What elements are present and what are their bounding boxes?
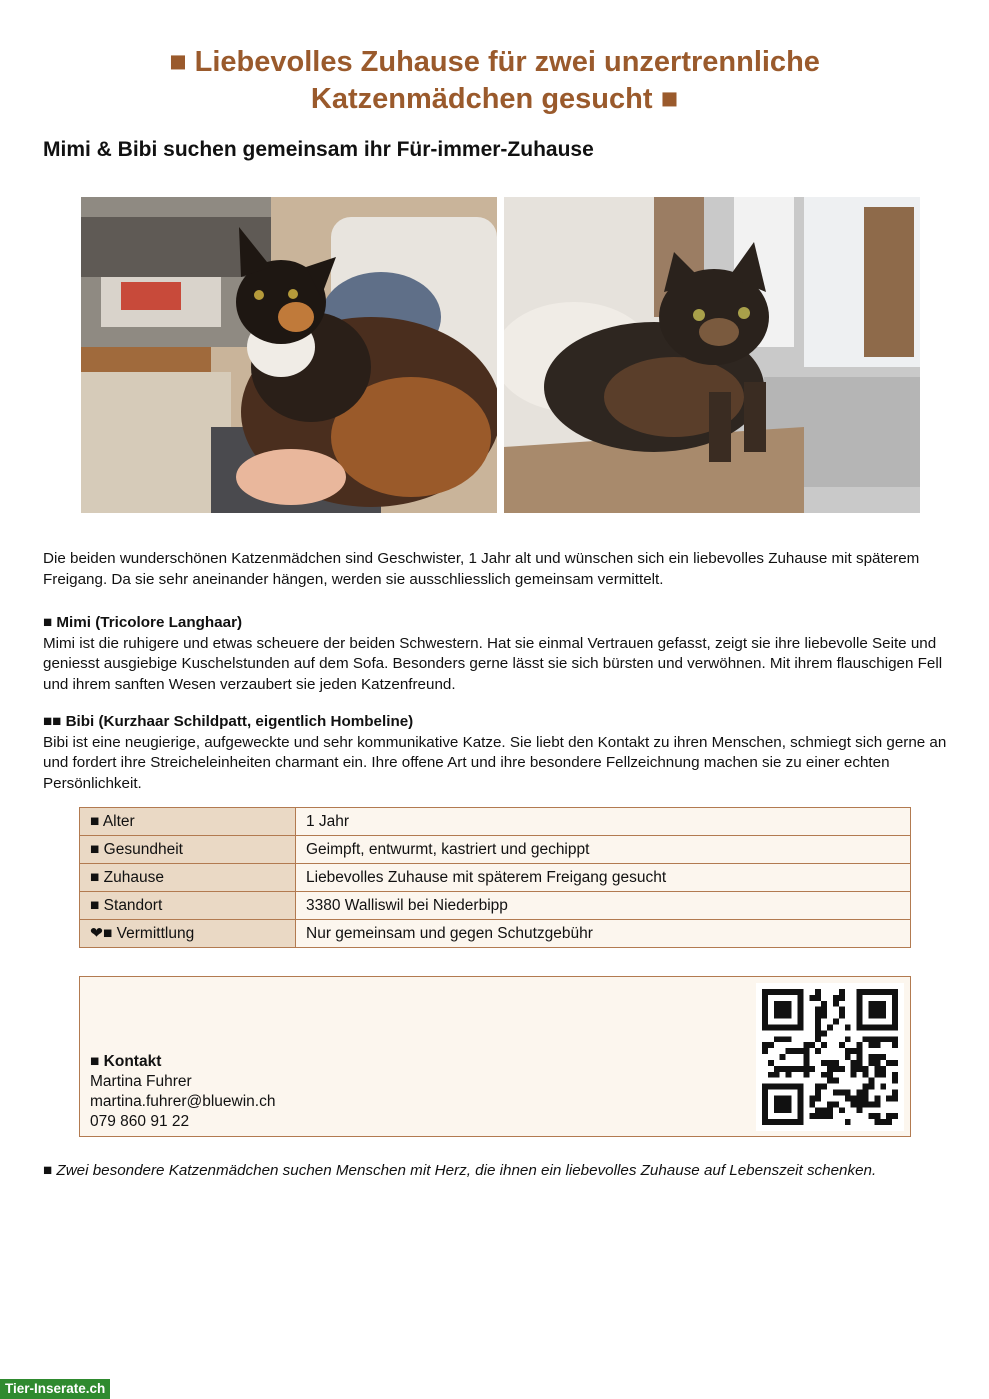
contact-details xyxy=(90,1052,275,1132)
contact-phone[interactable]: 079 860 91 22 xyxy=(90,1113,190,1130)
closing-message: Zwei besondere Katzenmädchen suchen Menschen mit Herz, die ihnen ein liebevolles Zuhause auf Lebenszeit schenken. xyxy=(56,1162,877,1179)
qr-code[interactable] xyxy=(756,983,904,1131)
page-subtitle: Mimi & Bibi suchen gemeinsam ihr Für-immer-Zuhause xyxy=(43,138,594,161)
fact-value: Nur gemeinsam und gegen Schutzgebühr xyxy=(296,920,911,948)
contact-heading: ■ Kontakt xyxy=(90,1053,162,1070)
fact-key: ❤■ Vermittlung xyxy=(80,920,296,948)
mimi-section xyxy=(43,613,953,695)
contact-box xyxy=(79,976,911,1137)
intro-text: Die beiden wunderschönen Katzenmädchen sind Geschwister, 1 Jahr alt und wünschen sich ein liebevolles Zuhause mit späterem Freigang. Da sie sehr aneinander hängen, werden sie ausschliesslich gemeinsam vermittelt. xyxy=(43,550,920,588)
mimi-text: Mimi ist die ruhigere und etwas scheuere der beiden Schwestern. Hat sie einmal Vertrauen gefasst, zeigt sie ihre liebevolle Seite und geniesst ausgiebige Kuschelstunden auf dem Sofa. Besonders gerne lässt sie sich bürsten und verwöhnen. Mit ihrem flauschigen Fell und ihrem sanften Wesen verzaubert sie jeden Katzenfreund. xyxy=(43,634,943,693)
fact-key: ■ Gesundheit xyxy=(80,836,296,864)
contact-name: Martina Fuhrer xyxy=(90,1073,192,1090)
table-row xyxy=(80,920,911,948)
fact-value: 1 Jahr xyxy=(296,808,911,836)
qr-code-graphic xyxy=(756,983,904,1131)
site-badge[interactable]: Tier-Inserate.ch xyxy=(0,1379,110,1399)
table-row xyxy=(80,836,911,864)
bibi-photo xyxy=(504,197,920,513)
contact-email[interactable]: martina.fuhrer@bluewin.ch xyxy=(90,1093,276,1110)
fact-value: Geimpft, entwurmt, kastriert und gechippt xyxy=(296,836,911,864)
bibi-heading: ■■ Bibi (Kurzhaar Schildpatt, eigentlich Hombeline) xyxy=(43,713,414,730)
mimi-photo xyxy=(81,197,497,513)
table-row xyxy=(80,892,911,920)
page-title-line-1: ■ Liebevolles Zuhause für zwei unzertrennliche xyxy=(169,46,820,78)
bibi-section xyxy=(43,712,953,794)
facts-table xyxy=(79,807,911,948)
table-row xyxy=(80,808,911,836)
table-row xyxy=(80,864,911,892)
fact-value: 3380 Walliswil bei Niederbipp xyxy=(296,892,911,920)
closing-marker: ■ xyxy=(43,1162,53,1179)
bibi-text: Bibi ist eine neugierige, aufgeweckte und sehr kommunikative Katze. Sie liebt den Kontakt zu ihren Menschen, schmiegt sich gerne an und fordert ihre Streicheleinheiten charmant ein. Ihre offene Art und ihre besondere Fellzeichnung machen sie zu einer echten Persönlichkeit. xyxy=(43,733,947,792)
page-title xyxy=(60,44,929,118)
closing-text xyxy=(43,1161,943,1182)
fact-key: ■ Alter xyxy=(80,808,296,836)
fact-key: ■ Standort xyxy=(80,892,296,920)
page-title-line-2: Katzenmädchen gesucht ■ xyxy=(310,83,679,115)
fact-key: ■ Zuhause xyxy=(80,864,296,892)
fact-value: Liebevolles Zuhause mit späterem Freigang gesucht xyxy=(296,864,911,892)
mimi-heading: ■ Mimi (Tricolore Langhaar) xyxy=(43,614,243,631)
